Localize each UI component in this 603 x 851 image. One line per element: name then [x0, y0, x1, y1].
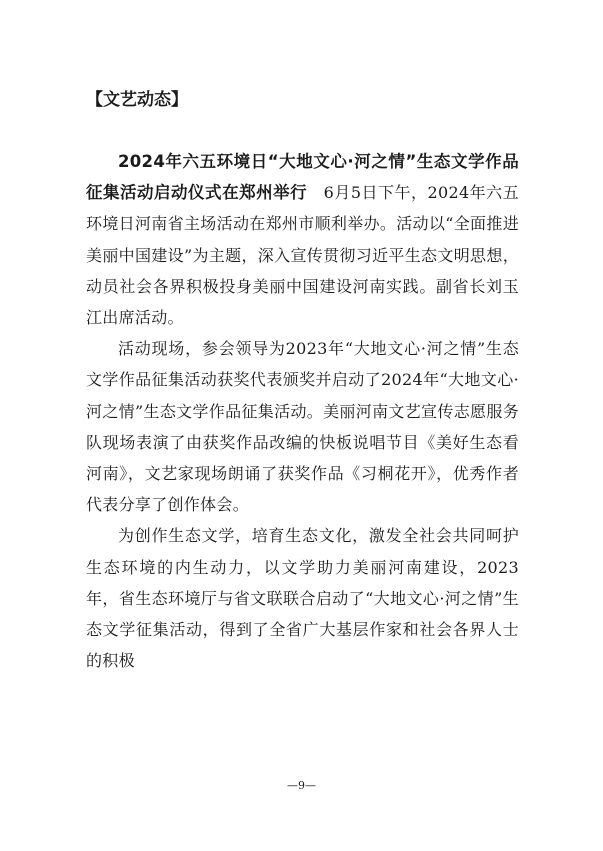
article-headline: 2024年六五环境日“大地文心·河之情”生态文学作品征集活动启动仪式在郑州举行	[86, 152, 519, 203]
section-tag: 【文艺动态】	[86, 90, 188, 110]
article-paragraph	[86, 146, 519, 333]
article-lead-text: 6月5日下午，2024年六五环境日河南省主场活动在郑州市顺利举办。活动以“全面推进美丽中国建设”为主题，深入宣传贯彻习近平生态文明思想，动员社会各界积极投身美丽中国建设河南实践。副省长刘玉江出席活动。	[86, 183, 519, 328]
article-body	[86, 146, 519, 676]
article-paragraph: 活动现场，参会领导为2023年“大地文心·河之情”生态文学作品征集活动获奖代表颁奖并启动了2024年“大地文心·河之情”生态文学作品征集活动。美丽河南文艺宣传志愿服务队现场表演了由获奖作品改编的快板说唱节目《美好生态看河南》，文艺家现场朗诵了获奖作品《习桐花开》，优秀作者代表分享了创作体会。	[86, 339, 519, 515]
article-paragraph: 为创作生态文学，培育生态文化，激发全社会共同呵护生态环境的内生动力，以文学助力美丽河南建设，2023年，省生态环境厅与省文联联合启动了“大地文心·河之情”生态文学征集活动，得到了全省广大基层作家和社会各界人士的积极	[86, 526, 519, 671]
page-number: —9—	[287, 779, 316, 792]
